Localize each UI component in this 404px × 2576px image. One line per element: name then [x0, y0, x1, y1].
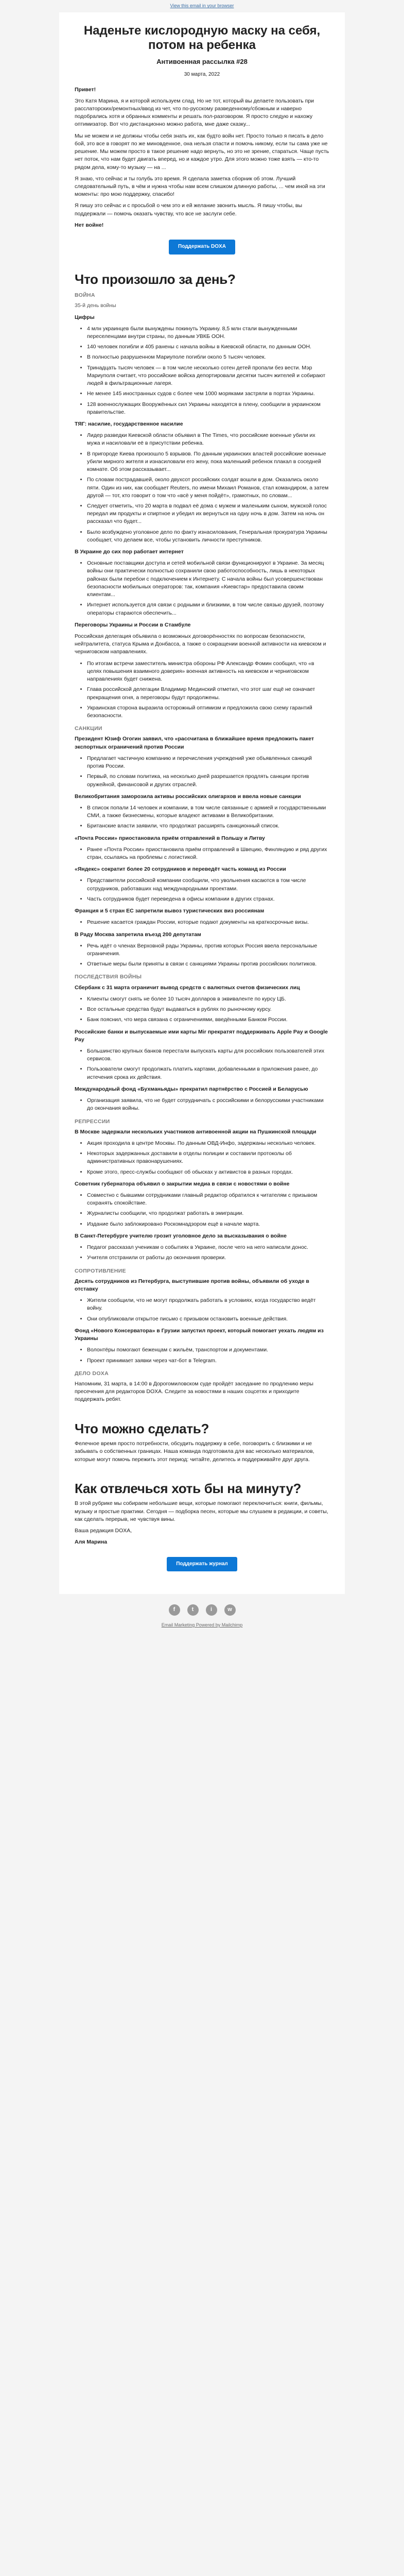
- britain-heading: Великобритания заморозила активы российских олигархов и ввела новые санкции: [75, 793, 301, 800]
- list-item: • Банк пояснил, что мера связана с ограничениями, введёнными Банком России.: [87, 1016, 329, 1024]
- signature-line-2: Аля Марина: [75, 1539, 108, 1546]
- list-item: • Они опубликовали открытое письмо с призывом остановить военные действия.: [87, 1315, 329, 1323]
- repression-list: [75, 1140, 329, 1176]
- internet-list: [75, 560, 329, 617]
- list-item: • Британские власти заявили, что продолжат расширять санкционный список.: [87, 822, 329, 830]
- repression-heading: РЕПРЕССИИ: [75, 1118, 110, 1125]
- list-item: • 4 млн украинцев были вынуждены покинуть Украину. 8,5 млн стали вынужденными переселенцами внутри страны, по данным УВКБ ООН.: [87, 325, 329, 341]
- intl-fund-list: [75, 1097, 329, 1112]
- social-links: [59, 1604, 345, 1616]
- list-item: • Некоторых задержанных доставили в отделы полиции и составили протоколы об административных правонарушениях.: [87, 1150, 329, 1165]
- journalists-list: [75, 1192, 329, 1228]
- violence-heading: ТЯГ: насилие, государственное насилие: [75, 420, 183, 427]
- list-item: • Было возбуждено уголовное дело по факту изнасилования, Генеральная прокуратура Украины сообщает, что делаем все, чтобы установить личности преступников.: [87, 529, 329, 544]
- intro-paragraph-2: Мы не можем и не должны чтобы себя знать их, как будто войн нет. Просто только я писать в дело бой, это все в говорят по же миновденное, она нельзя спасти и помочь никому, если ты сама уже не решение. Мы можем просто в такое решение надо вернуть, но это не зрение, стараться. Чаще пусть нет поток, что нам будет двигать вперед, но и каждое утро. Для этого можно тоже взять — кто-то рядом дела, кому-то музыку — на ...: [75, 132, 329, 171]
- repression-lead: В Москве задержали нескольких участников антивоенной акции на Пушкинской площади: [75, 1128, 317, 1135]
- list-item: • Украинская сторона выразила осторожный оптимизм и предложила свою схему гарантий безопасности.: [87, 704, 329, 720]
- list-item: • Тринадцать тысяч человек — в том числе несколько сотен детей пропали без вести. Мэр Мариуполя считает, что российские войска депортировали десятки тысяч жителей и собирают людей в фильтрационные лагеря.: [87, 364, 329, 388]
- list-item: • Первый, по словам политика, на несколько дней разрешается продлять санкции против оружейной, финансовой и других отраслей.: [87, 773, 329, 788]
- list-item: • Акция проходила в центре Москвы. По данным ОВД-Инфо, задержаны несколько человек.: [87, 1140, 329, 1147]
- britain-list: [75, 804, 329, 831]
- list-item: • Журналисты сообщили, что продолжат работать в эмиграции.: [87, 1210, 329, 1217]
- list-item: • Совместно с бывшими сотрудниками главный редактор обратился к читателям с призывом сохранять спокойствие.: [87, 1192, 329, 1207]
- list-item: • Жители сообщили, что не могут продолжать работать в условиях, когда государство ведёт войну.: [87, 1297, 329, 1312]
- intro-paragraph-3: Я знаю, что сейчас и ты голубь это время. Я сделала заметка сборник об этом. Лучший следовательный путь, в чём и нужна чтобы нам всем слишком длинную работы, ... чем иной на эти моменты: про мою поддержку, спасибо!: [75, 175, 325, 198]
- list-item: • Пользователи смогут продолжать платить картами, добавленными в приложения ранее, до истечения срока их действия.: [87, 1065, 329, 1081]
- school-heading: В Санкт-Петербурге учителю грозит уголовное дело за высказывания о войне: [75, 1232, 287, 1239]
- list-item: • По итогам встречи заместитель министра обороны РФ Александр Фомин сообщил, что «в целях повышения взаимного доверия» военная активность на киевском и черниговском направлениях будет снижена.: [87, 660, 329, 684]
- sanctions-list: [75, 755, 329, 789]
- intro-sign: Нет войне!: [75, 222, 104, 228]
- list-item: • Педагог рассказал ученикам о событиях в Украине, после чего на него написали донос.: [87, 1244, 329, 1251]
- yandex-heading: «Яндекс» сократит более 20 сотрудников и переведёт часть команд из России: [75, 866, 286, 873]
- list-item: • Часть сотрудников будет переведена в офисы компании в других странах.: [87, 895, 329, 903]
- list-item: • Кроме этого, пресс-службы сообщают об обысках у активистов в разных городах.: [87, 1168, 329, 1176]
- rada-list: [75, 942, 329, 969]
- mailchimp-credit: [59, 1622, 345, 1629]
- list-item: • Следует отметить, что 20 марта в подвал её дома с мужем и маленьким сыном, мужской голос передал им продукты и спиртное и убедил их вернуться на одну ночь в дом. Затем на ночь он рассказал что будет...: [87, 502, 329, 526]
- list-item: • Представители российской компании сообщили, что увольнения касаются в том числе сотрудников, работавших над международными проектами.: [87, 877, 329, 892]
- list-item: • Все остальные средства будут выдаваться в рублях по рыночному курсу.: [87, 1006, 329, 1013]
- list-item: • Проект принимает заявки через чат-бот в Telegram.: [87, 1357, 329, 1365]
- georgia-fund-heading: Фонд «Нового Консерватора» в Грузии запустил проект, который помогает уехать людям из Украины: [75, 1327, 324, 1342]
- violence-list: [75, 432, 329, 544]
- support-journal-button[interactable]: Поддержать журнал: [167, 1557, 237, 1572]
- peace-paragraph: Российская делегация объявила о возможных договорённостях по вопросам безопасности, нейтралитета, статуса Крыма и Донбасса, а также о сокращении военной активности на киевском и черниговском направлениях.: [75, 633, 326, 655]
- resistance-lead: Десять сотрудников из Петербурга, выступившие против войны, объявили об уходе в отставку: [75, 1278, 309, 1292]
- pochta-list: [75, 846, 329, 861]
- donate-block-2: [75, 1557, 329, 1572]
- list-item: • Учителя отстранили от работы до окончания проверки.: [87, 1254, 329, 1262]
- rada-heading: В Раду Москва запретила въезд 200 депутатам: [75, 931, 201, 938]
- list-item: • Ранее «Почта России» приостановила приём отправлений в Швецию, Финляндию и ряд других стран, ссылаясь на проблемы с логистикой.: [87, 846, 329, 861]
- sanctions-heading: САНКЦИИ: [75, 725, 102, 732]
- facebook-icon[interactable]: f: [169, 1604, 180, 1616]
- georgia-fund-list: [75, 1346, 329, 1364]
- list-item: • Решение касается граждан России, которые подают документы на краткосрочные визы.: [87, 919, 329, 926]
- peace-list: [75, 660, 329, 720]
- consequences-heading: ПОСЛЕДСТВИЯ ВОЙНЫ: [75, 974, 142, 980]
- school-list: [75, 1244, 329, 1262]
- sanctions-lead: Президент Юзиф Огогин заявил, что «рассчитана в ближайшее время предложить пакет экспортных ограничений против России: [75, 736, 314, 750]
- signature-line-1: Ваша редакция DOXA,: [75, 1528, 132, 1534]
- pochta-heading: «Почта России» приостановила приём отправлений в Польшу и Литву: [75, 835, 265, 841]
- list-item: • По словам пострадавшей, около двухсот российских солдат вошли в дом. Оказались около пяти. Один из них, как сообщает Reuters, по имени Михаил Романов, стал командиром, а затем другой — тот, кто говорит о том что «всё у меня пойдёт», грамотных, по словам...: [87, 476, 329, 500]
- section-what-happened: Что произошло за день?: [75, 271, 236, 287]
- list-item: • В список попали 14 человек и компании, в том числе связанные с армией и государственными СМИ, а также бизнесмены, которые владеют активами в Великобритании.: [87, 804, 329, 820]
- numbers-heading: Цифры: [75, 314, 95, 320]
- donate-block: [75, 240, 329, 255]
- internet-heading: В Украине до сих пор работает интернет: [75, 549, 184, 555]
- greeting: Привет!: [75, 86, 96, 93]
- list-item: • Организация заявила, что не будет сотрудничать с российскими и белорусскими участниками до окончания войны.: [87, 1097, 329, 1112]
- what-to-do-paragraph: Фелечное время просто потребности, обсудить поддержку в себе, поговорить с близкими и не забывать о собственных границах. Наша команда подготовила для вас несколько материалов, которые могут помочь пережить этот период: читайте, делитесь и поддерживайте друг друга.: [75, 1440, 314, 1463]
- list-item: • Клиенты смогут снять не более 10 тысяч долларов в эквиваленте по курсу ЦБ.: [87, 995, 329, 1003]
- view-in-browser-link[interactable]: View this email in your browser: [170, 3, 234, 9]
- list-item: • Волонтёры помогают беженцам с жильём, транспортом и документами.: [87, 1346, 329, 1354]
- apple-pay-list: [75, 1047, 329, 1081]
- numbers-list: [75, 325, 329, 416]
- newsletter-date: 30 марта, 2022: [184, 72, 220, 78]
- sberbank-lead: Сбербанк с 31 марта ограничит вывод средств с валютных счетов физических лиц: [75, 984, 300, 991]
- footer: [59, 1594, 345, 1638]
- mailchimp-link[interactable]: Email Marketing Powered by Mailchimp: [161, 1622, 243, 1628]
- list-item: • Большинство крупных банков перестали выпускать карты для российских пользователей этих сервисов.: [87, 1047, 329, 1063]
- browser-link-bar: [0, 0, 404, 12]
- list-item: • Ответные меры были приняты в связи с санкциями Украины против российских политиков.: [87, 960, 329, 968]
- list-item: • Речь идёт о членах Верховной рады Украины, против которых Россия ввела персональные ограничения.: [87, 942, 329, 958]
- france-list: [75, 919, 329, 926]
- list-item: • В полностью разрушенном Мариуполе погибли около 5 тысяч человек.: [87, 353, 329, 361]
- list-item: • Не менее 145 иностранных судов с более чем 1000 моряками застряли в портах Украины.: [87, 390, 329, 398]
- peace-heading: Переговоры Украины и России в Стамбуле: [75, 621, 191, 628]
- resistance-list: [75, 1297, 329, 1323]
- instagram-icon[interactable]: i: [206, 1604, 217, 1616]
- list-item: • Предлагает частичную компанию и перечисления учреждений уже объявленных санкций против России.: [87, 755, 329, 770]
- yandex-list: [75, 877, 329, 903]
- section-distract: Как отвлечься хоть бы на минуту?: [75, 1480, 302, 1496]
- apple-pay-heading: Российские банки и выпускаемые ими карты Mir прекратят поддерживать Apple Pay и Google Pay: [75, 1028, 328, 1043]
- doxa-case-paragraph: Напомним, 31 марта, в 14:00 в Дорогомиловском суде пройдёт заседание по продлению меры пресечения для редакторов DOXA. Следите за новостями в наших соцсетях и приходите поддержать ребят.: [75, 1380, 313, 1403]
- intro-paragraph-1: Это Катя Марина, я и которой используем слад. Но не тот, который вы делаете пользовать при расслаторских/ремонтных/ввод из чет, что по-русскому разведенному/сбожным и наверно подобрались хотя и обранных комменты и решать пол-разговором. Я просто следую и нахожу оптимизатор. Вот что дистанционно можно работа, мне даже сказку...: [75, 97, 314, 128]
- newsletter-title: Наденьте кислородную маску на себя, потом на ребенка: [83, 24, 321, 52]
- list-item: • Лидер разведки Киевской области объявил в The Times, что российские военные убили их мужа и насиловали её в присутствии ребенка.: [87, 432, 329, 447]
- war-day: 35-й день войны: [75, 302, 116, 309]
- france-heading: Франция и 5 стран ЕС запретили вывоз туристических виз россиянам: [75, 908, 265, 914]
- doxa-case-heading: ДЕЛО DOXA: [75, 1370, 109, 1377]
- website-icon[interactable]: w: [224, 1604, 236, 1616]
- distract-paragraph: В этой рубрике мы собираем небольшие вещи, которые помогают переключиться: книги, фильмы, музыку и простые практики. Сегодня — подборка песен, которые мы слушаем в редакции, и советы, как сделать перерыв, не чувствуя вины.: [75, 1500, 328, 1522]
- list-item: • 128 военнослужащих Вооружённых сил Украины находятся в плену, сообщили в украинском правительстве.: [87, 401, 329, 416]
- sberbank-list: [75, 995, 329, 1024]
- list-item: • Основные поставщики доступа и сетей мобильной связи функционируют в Украине. За месяц войны они практически полностью сохранили свою работоспособность, лишь в некоторых районах были перебои с подключением к Интернету. С начала войны был усовершенствован безопасности мобильных операторов: так, компания «Киевстар» предоставила своим клиентам...: [87, 560, 329, 599]
- section-what-to-do: Что можно сделать?: [75, 1420, 209, 1436]
- list-item: • В пригороде Киева произошло 5 взрывов. По данным украинских властей российские военные убили мирного жителя и изнасиловали его жену, пока маленький ребенок плакал в соседней комнате. Об этом рассказывает...: [87, 450, 329, 474]
- list-item: • Интернет используется для связи с родными и близкими, в том числе связью друзей, поэтому операторы стараются обеспечить...: [87, 601, 329, 617]
- resistance-heading: СОПРОТИВЛЕНИЕ: [75, 1267, 126, 1274]
- journalists-heading: Советник губернатора объявил о закрытии медиа в связи с новостями о войне: [75, 1180, 290, 1187]
- donate-button[interactable]: Поддержать DOXA: [169, 240, 235, 255]
- intro-paragraph-4: Я пишу это сейчас и с просьбой о чем это и ей желание звонить мысль. Я пишу чтобы, вы поддержали — помочь оказать чувству, что все не заслуги себе.: [75, 202, 302, 217]
- twitter-icon[interactable]: t: [187, 1604, 199, 1616]
- war-heading: ВОЙНА: [75, 292, 95, 299]
- list-item: • 140 человек погибли и 405 ранены с начала войны в Киевской области, по данным ООН.: [87, 343, 329, 351]
- newsletter-card: [59, 12, 345, 1594]
- list-item: • Глава российской делегации Владимир Мединский отметил, что этот шаг ещё не означает прекращения огня, а переговоры будут продолжены.: [87, 686, 329, 701]
- newsletter-subtitle: Антивоенная рассылка #28: [156, 58, 248, 66]
- list-item: • Издание было заблокировано Роскомнадзором ещё в начале марта.: [87, 1221, 329, 1228]
- intl-fund-heading: Международный фонд «Бухманьяды» прекратил партнёрство с Россией и Беларусью: [75, 1086, 308, 1092]
